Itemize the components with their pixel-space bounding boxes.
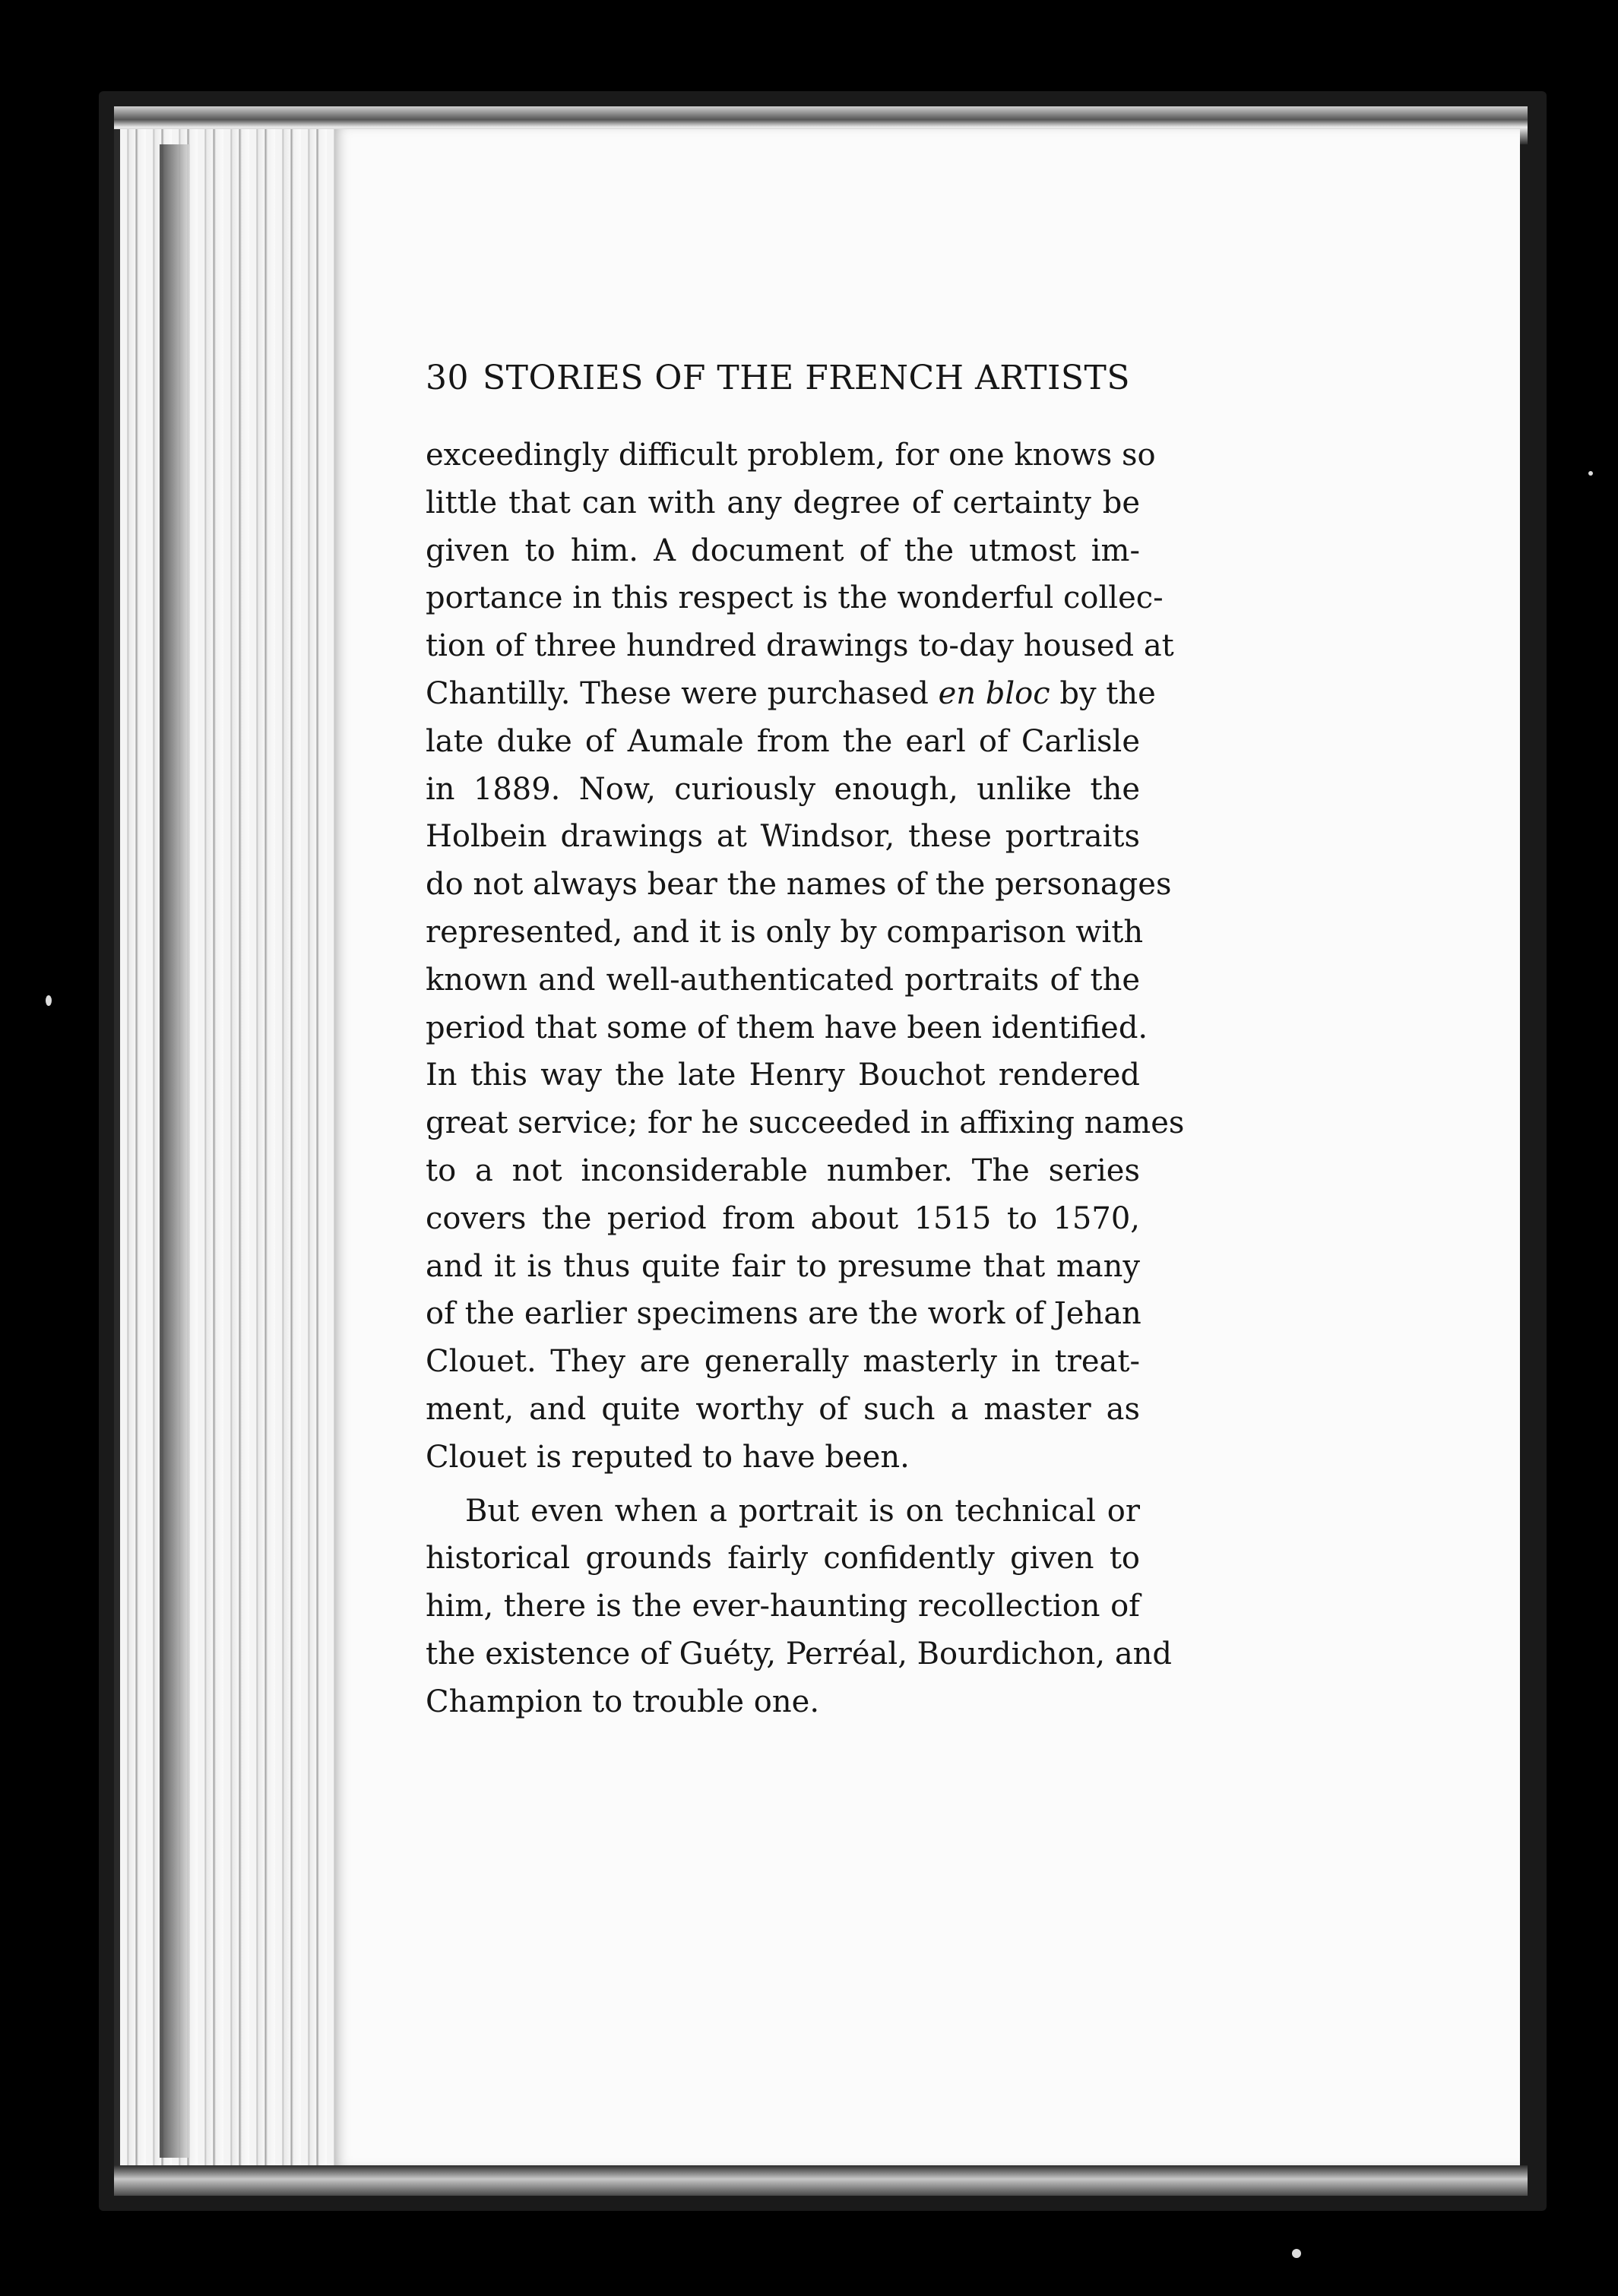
page-stack-bottom-edge <box>114 2165 1528 2196</box>
text-line: Clouet. They are generally masterly in treat- <box>426 1344 1140 1380</box>
text-line: and it is thus quite fair to presume that many <box>426 1248 1140 1284</box>
scan-speck <box>46 995 52 1006</box>
text-line: late duke of Aumale from the earl of Carlisle <box>426 723 1140 759</box>
text-line-with-italic <box>426 670 1156 718</box>
running-head <box>426 359 1140 397</box>
text-line: portance in this respect is the wonderful collec- <box>426 580 1164 616</box>
text-line: of the earlier specimens are the work of Jehan <box>426 1296 1141 1332</box>
scan-speck <box>1588 471 1593 476</box>
text-line: period that some of them have been identified. <box>426 1010 1148 1045</box>
italic-phrase: en bloc <box>938 675 1050 711</box>
text-line: Champion to trouble one. <box>426 1684 820 1719</box>
text-segment: by the <box>1050 675 1156 711</box>
body-text <box>426 432 1185 1726</box>
text-line: Holbein drawings at Windsor, these portraits <box>426 819 1140 855</box>
text-line: little that can with any degree of certainty be <box>426 485 1140 520</box>
text-line: in 1889. Now, curiously enough, unlike the <box>426 771 1140 807</box>
scan-speck <box>1292 2249 1301 2258</box>
text-line: tion of three hundred drawings to-day housed at <box>426 628 1174 664</box>
text-line: In this way the late Henry Bouchot rendered <box>426 1058 1140 1093</box>
paragraph-1 <box>426 432 1185 1482</box>
paragraph-2 <box>426 1488 1173 1726</box>
text-line: represented, and it is only by comparison with <box>426 914 1144 950</box>
text-line: Clouet is reputed to have been. <box>426 1439 910 1475</box>
text-line: covers the period from about 1515 to 1570, <box>426 1200 1140 1236</box>
page-number: 30 <box>426 359 469 397</box>
text-line: him, there is the ever-haunting recollection of <box>426 1589 1140 1624</box>
text-line: great service; for he succeeded in affixing names <box>426 1105 1185 1141</box>
text-segment: Chantilly. These were purchased <box>426 675 939 711</box>
text-line: exceedingly difficult problem, for one knows so <box>426 438 1156 473</box>
text-line: historical grounds fairly confidently given to <box>426 1541 1140 1577</box>
text-line: known and well-authenticated portraits of the <box>426 962 1140 998</box>
text-line: do not always bear the names of the personages <box>426 867 1172 903</box>
page-stack-shadow <box>160 144 190 2158</box>
page-stack-fore-edge <box>114 129 371 2181</box>
text-line: ment, and quite worthy of such a master as <box>426 1391 1140 1427</box>
text-line: given to him. A document of the utmost im- <box>426 533 1140 568</box>
running-head-title: STORIES OF THE FRENCH ARTISTS <box>483 359 1131 397</box>
text-line: But even when a portrait is on technical or <box>465 1493 1140 1529</box>
text-line: to a not inconsiderable number. The series <box>426 1153 1140 1188</box>
text-line: the existence of Guéty, Perréal, Bourdichon, and <box>426 1636 1173 1671</box>
